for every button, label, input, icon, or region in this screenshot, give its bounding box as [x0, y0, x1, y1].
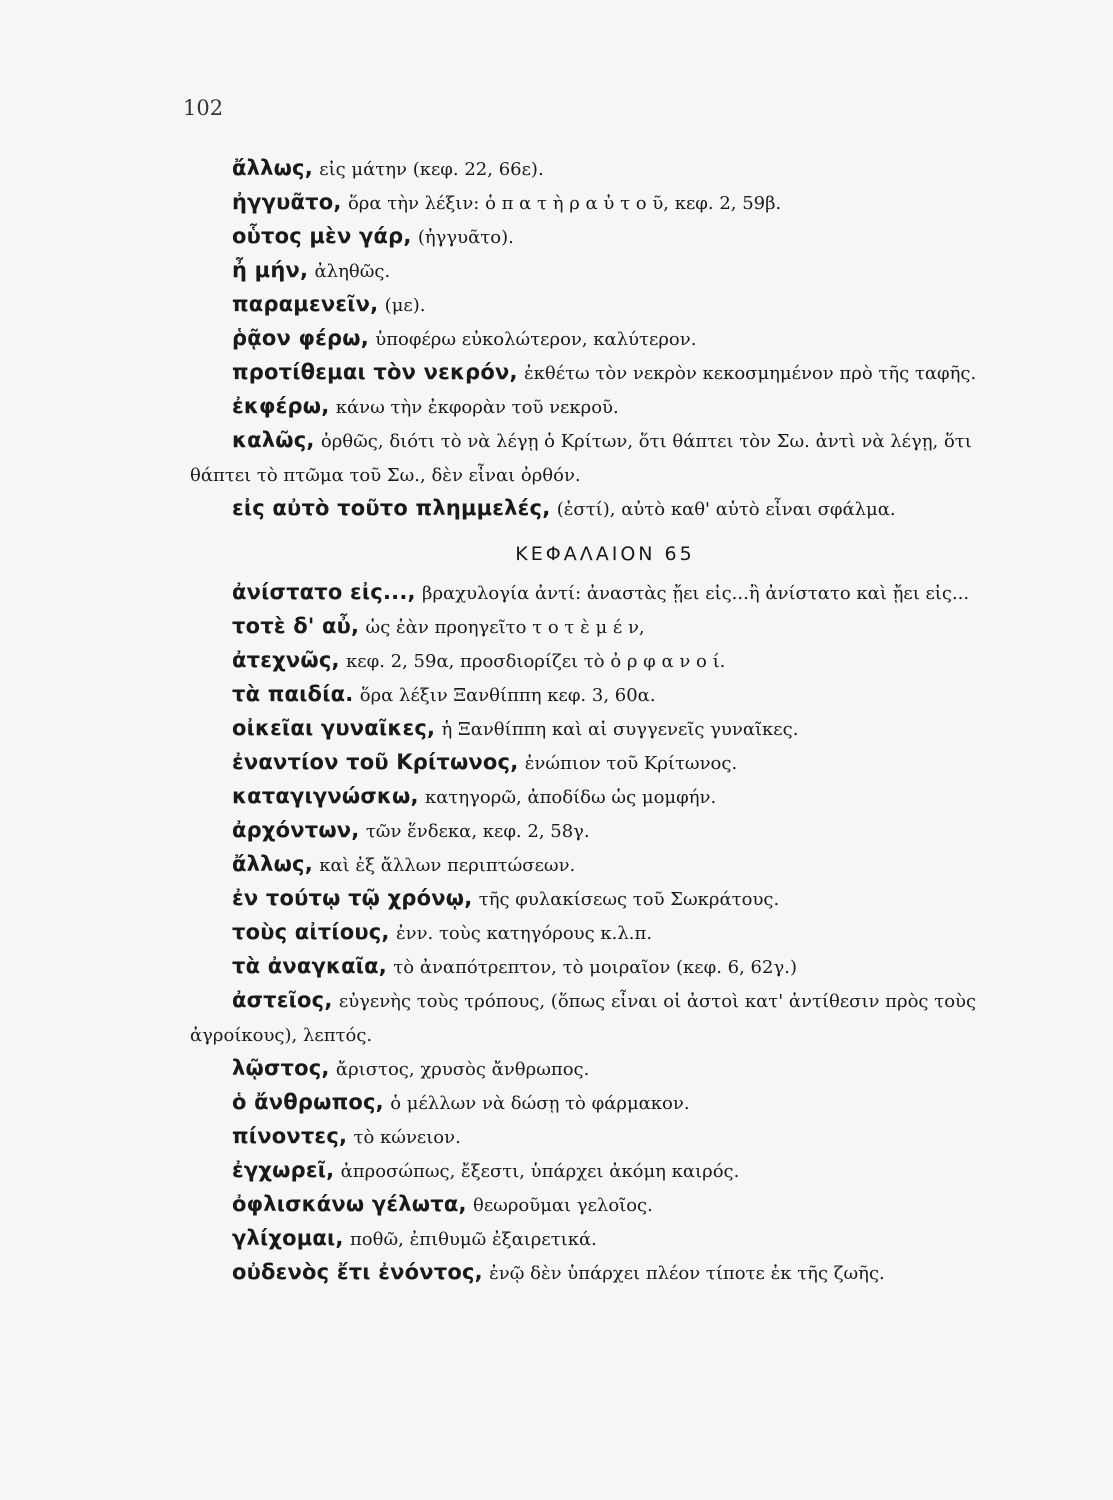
entry-definition: θεωροῦμαι γελοῖος.: [473, 1195, 653, 1216]
glossary-entry: [190, 424, 1020, 492]
entry-definition: τὸ κώνειον.: [353, 1127, 461, 1148]
entry-term: ἐκφέρω,: [232, 394, 330, 418]
entry-definition: ἀπροσώπως, ἔξεστι, ὑπάρχει ἀκόμη καιρός.: [340, 1161, 740, 1182]
entry-definition: βραχυλογία ἀντί: ἀναστὰς ᾔει εἰς...ἢ ἀνίστατο καὶ ᾔει εἰς...: [422, 583, 970, 604]
entry-term: οὗτος μὲν γάρ,: [232, 224, 412, 248]
entry-term: γλίχομαι,: [232, 1226, 344, 1250]
entry-term: ἦ μήν,: [232, 258, 309, 282]
entry-term: ὁ ἄνθρωπος,: [232, 1090, 384, 1114]
entry-definition: ἐκθέτω τὸν νεκρὸν κεκοσμημένον πρὸ τῆς ταφῆς.: [524, 363, 977, 384]
glossary-entry: [190, 950, 1020, 984]
glossary-entry: [190, 644, 1020, 678]
entry-term: ἐν τούτῳ τῷ χρόνῳ,: [232, 886, 473, 910]
entry-definition: τὸ ἀναπότρεπτον, τὸ μοιραῖον (κεφ. 6, 62γ.): [393, 957, 797, 978]
entry-definition: ἀληθῶς.: [314, 261, 391, 282]
entry-definition: ὀρθῶς, διότι τὸ νὰ λέγῃ ὁ Κρίτων, ὅτι θάπτει τὸν Σω. ἀντὶ νὰ λέγῃ, ὅτι θάπτει τὸ πτῶμα τοῦ Σω., δὲν εἶναι ὀρθόν.: [190, 431, 972, 486]
glossary-entry: [190, 814, 1020, 848]
chapter-heading: ΚΕΦΑΛΑΙΟΝ 65: [515, 543, 695, 565]
entry-term: ἐναντίον τοῦ Κρίτωνος,: [232, 750, 519, 774]
entry-definition: τῆς φυλακίσεως τοῦ Σωκράτους.: [478, 889, 780, 910]
glossary-entry: [190, 322, 1020, 356]
entry-term: ἀστεῖος,: [232, 988, 333, 1012]
glossary-section-b: [190, 576, 1020, 1290]
entry-definition: (ἐστί), αὐτὸ καθ' αὑτὸ εἶναι σφάλμα.: [556, 499, 896, 520]
entry-definition: εἰς μάτην (κεφ. 22, 66ε).: [319, 159, 544, 180]
entry-definition: ἐνῷ δὲν ὑπάρχει πλέον τίποτε ἐκ τῆς ζωῆς.: [489, 1263, 885, 1284]
entry-definition: ὑποφέρω εὐκολώτερον, καλύτερον.: [375, 329, 697, 350]
glossary-entry: [190, 576, 1020, 610]
entry-definition: κεφ. 2, 59α, προσδιορίζει τὸ ὀ ρ φ α ν ο ί.: [346, 651, 726, 672]
entry-definition: (ἠγγυᾶτο).: [417, 227, 514, 248]
entry-term: τὰ παιδία.: [232, 682, 354, 706]
entry-term: ἐγχωρεῖ,: [232, 1158, 335, 1182]
glossary: [190, 152, 1020, 1290]
entry-term: παραμενεῖν,: [232, 292, 379, 316]
entry-term: ἄλλως,: [232, 852, 313, 876]
glossary-entry: [190, 712, 1020, 746]
glossary-entry: [190, 848, 1020, 882]
glossary-entry: [190, 984, 1020, 1052]
glossary-entry: [190, 254, 1020, 288]
glossary-entry: [190, 780, 1020, 814]
entry-definition: τῶν ἕνδεκα, κεφ. 2, 58γ.: [365, 821, 590, 842]
entry-term: ῥᾷον φέρω,: [232, 326, 369, 350]
entry-term: ἄλλως,: [232, 156, 313, 180]
entry-definition: εὐγενὴς τοὺς τρόπους, (ὅπως εἶναι οἱ ἀστοὶ κατ' ἀντίθεσιν πρὸς τοὺς ἀγροίκους), λεπτός.: [190, 991, 977, 1046]
glossary-entry: [190, 288, 1020, 322]
glossary-entry: [190, 678, 1020, 712]
glossary-entry: [190, 186, 1020, 220]
entry-definition: (με).: [384, 295, 426, 316]
entry-definition: ἡ Ξανθίππη καὶ αἱ συγγενεῖς γυναῖκες.: [441, 719, 799, 740]
entry-term: τοτὲ δ' αὖ,: [232, 614, 360, 638]
glossary-entry: [190, 1256, 1020, 1290]
entry-definition: κατηγορῶ, ἀποδίδω ὡς μομφήν.: [425, 787, 717, 808]
entry-term: καταγιγνώσκω,: [232, 784, 419, 808]
entry-definition: ἐνν. τοὺς κατηγόρους κ.λ.π.: [395, 923, 653, 944]
entry-term: τοὺς αἰτίους,: [232, 920, 390, 944]
glossary-entry: [190, 1086, 1020, 1120]
entry-definition: ὡς ἐὰν προηγεῖτο τ ο τ ὲ μ έ ν,: [365, 617, 645, 638]
entry-term: εἰς αὐτὸ τοῦτο πλημμελές,: [232, 496, 551, 520]
glossary-entry: [190, 1154, 1020, 1188]
glossary-entry: [190, 746, 1020, 780]
entry-definition: ἄριστος, χρυσὸς ἄνθρωπος.: [335, 1059, 590, 1080]
glossary-entry: [190, 152, 1020, 186]
entry-term: ἀτεχνῶς,: [232, 648, 340, 672]
glossary-entry: [190, 220, 1020, 254]
glossary-entry: [190, 356, 1020, 390]
entry-definition: καὶ ἐξ ἄλλων περιπτώσεων.: [319, 855, 576, 876]
glossary-entry: [190, 1052, 1020, 1086]
entry-definition: ὅρα λέξιν Ξανθίππη κεφ. 3, 60α.: [359, 685, 656, 706]
entry-definition: κάνω τὴν ἐκφορὰν τοῦ νεκροῦ.: [335, 397, 619, 418]
entry-term: ἠγγυᾶτο,: [232, 190, 342, 214]
entry-term: καλῶς,: [232, 428, 315, 452]
glossary-entry: [190, 610, 1020, 644]
entry-definition: ποθῶ, ἐπιθυμῶ ἐξαιρετικά.: [349, 1229, 597, 1250]
entry-definition: ὅρα τὴν λέξιν: ὁ π α τ ὴ ρ α ὐ τ ο ῦ, κεφ. 2, 59β.: [347, 193, 782, 214]
entry-term: ἀρχόντων,: [232, 818, 360, 842]
entry-term: τὰ ἀναγκαῖα,: [232, 954, 387, 978]
entry-term: ἀνίστατο εἰς...,: [232, 580, 416, 604]
entry-term: ὀφλισκάνω γέλωτα,: [232, 1192, 467, 1216]
entry-term: οἰκεῖαι γυναῖκες,: [232, 716, 436, 740]
glossary-entry: [190, 492, 1020, 526]
glossary-entry: [190, 916, 1020, 950]
glossary-entry: [190, 1188, 1020, 1222]
entry-definition: ὁ μέλλων νὰ δώσῃ τὸ φάρμακον.: [390, 1093, 690, 1114]
entry-definition: ἐνώπιον τοῦ Κρίτωνος.: [524, 753, 738, 774]
glossary-entry: [190, 882, 1020, 916]
glossary-section-a: [190, 152, 1020, 526]
entry-term: πίνοντες,: [232, 1124, 348, 1148]
page-number: 102: [183, 96, 224, 120]
glossary-entry: [190, 1222, 1020, 1256]
entry-term: λῷστος,: [232, 1056, 330, 1080]
entry-term: προτίθεμαι τὸν νεκρόν,: [232, 360, 518, 384]
glossary-entry: [190, 390, 1020, 424]
entry-term: οὐδενὸς ἔτι ἐνόντος,: [232, 1260, 483, 1284]
glossary-entry: [190, 1120, 1020, 1154]
